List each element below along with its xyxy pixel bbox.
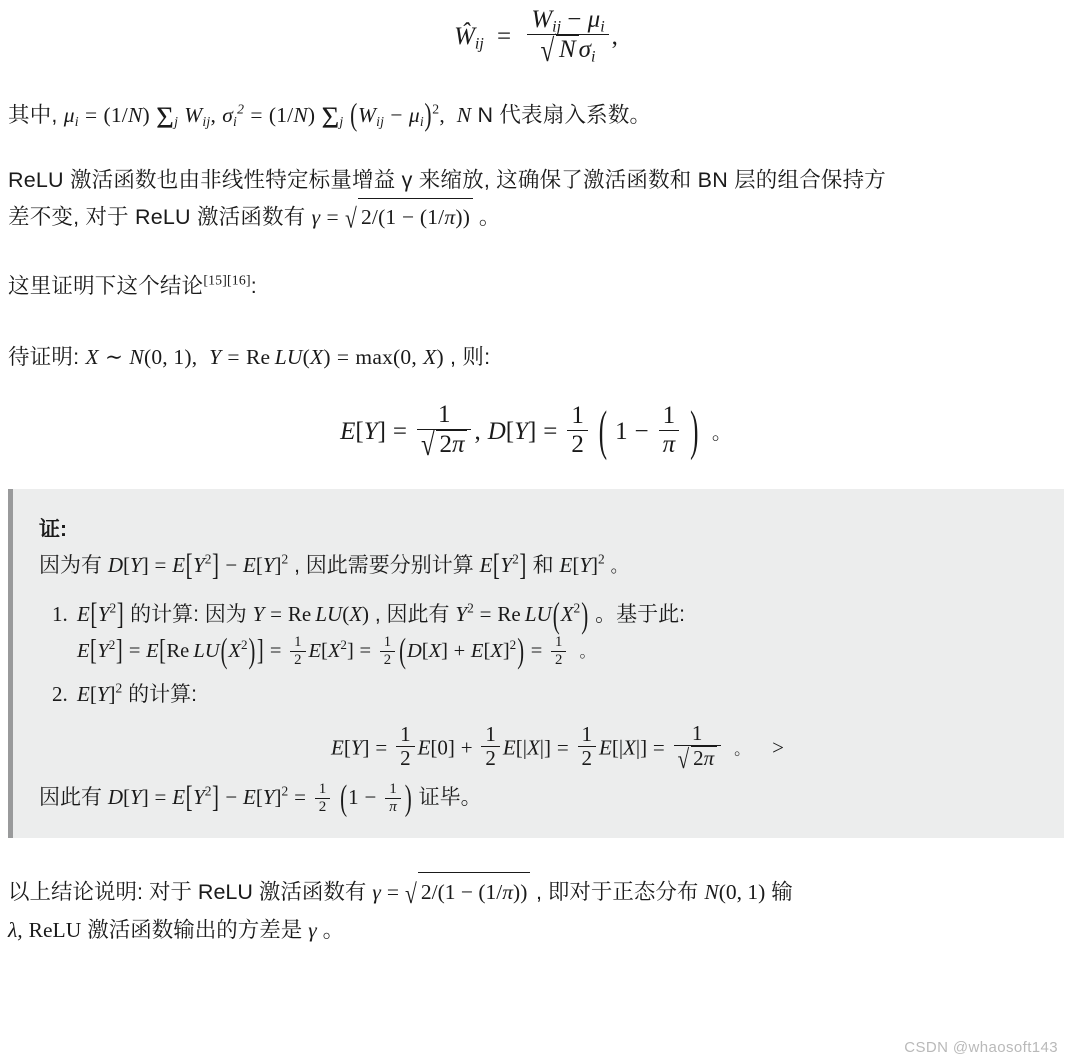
proof-step-2 — [73, 677, 1038, 771]
to-prove-statement: X ∼ N(0, 1), Y = Re LU(X) = max(0, X) — [85, 344, 444, 369]
proof-intro-line — [39, 549, 1038, 583]
proof-intro-end: 。 — [610, 555, 628, 576]
proof-closing-suffix: 证毕。 — [418, 785, 482, 809]
to-prove-suffix: , 则: — [450, 344, 491, 369]
step1-mid: , 因此有 — [374, 602, 450, 626]
paragraph-prove-intro — [8, 269, 1064, 304]
relu-gain-formula: γ = √ 2/(1 − (1/π)) — [312, 205, 479, 229]
step1-equation: $E[Y^2] = E[Re$ $LU(X^2)$] = $\frac{1}{2}$ $E[X^2]$ = $\frac{1}{2}$ $(D[X] + E[X]^2)$ = $\frac{1}{2}$ 。 — [77, 632, 596, 670]
paragraph-to-prove — [8, 340, 1064, 375]
paragraph-relu-gain — [8, 163, 1064, 235]
conclusion-distribution: N(0, 1) — [704, 880, 766, 905]
conclusion-line2 — [8, 912, 1064, 950]
conclusion-line1-mid: , 即对于正态分布 — [535, 880, 699, 905]
document-page — [0, 6, 1072, 1064]
step2-text: 的计算: — [128, 682, 197, 706]
conclusion-relu: ReLU — [28, 917, 82, 942]
paragraph-where-clause — [8, 98, 1064, 133]
relu-gain-line2 — [8, 198, 1064, 235]
to-prove-label: 待证明: — [8, 344, 80, 369]
watermark: CSDN @whaosoft143 — [904, 1039, 1058, 1056]
proof-title: 证: — [39, 517, 67, 541]
conclusion-line1-prefix: 以上结论说明: 对于 ReLU 激活函数有 — [8, 880, 367, 905]
relu-gain-line2-prefix: 差不变, 对于 ReLU 激活函数有 — [8, 205, 306, 230]
proof-closing-line — [39, 777, 1038, 818]
step2-term: $E[Y]^2$ — [77, 680, 123, 706]
step1-term: $E[Y^2]$ — [77, 596, 124, 632]
proof-step-1 — [73, 594, 1038, 670]
equation-weight-standardization: $Ŵ_{ij}$ = $W_{ij} - \mu_i$ √ N $\sigma_i$ , — [8, 6, 1064, 64]
conclusion-line1-suffix: 输 — [771, 880, 793, 905]
conclusion-gamma-formula: γ = √ 2/(1 − (1/π)) — [372, 880, 536, 904]
proof-intro-term1: $E[Y^2]$ — [479, 547, 527, 583]
step1-text: 的计算: 因为 — [130, 602, 247, 626]
conclusion-line2-end: 。 — [322, 917, 345, 942]
proof-intro-prefix: 因为有 — [39, 553, 102, 577]
step2-equation: E[Y] = $\frac{1}{2}$ E[0] + $\frac{1}{2}$ E[|X|] = $\frac{1}{2}$ E[|X|] = 1 √ 2π 。 > — [77, 722, 1038, 771]
relu-gain-line2-suffix: 。 — [478, 205, 501, 230]
step1-end: 。基于此: — [595, 602, 685, 626]
prove-intro-text: 这里证明下这个结论 — [8, 273, 204, 298]
step1-formula2: $Y^2 = Re$ $LU(X^2)$ — [455, 594, 589, 636]
conclusion-lambda: λ, — [8, 917, 23, 942]
where-suffix: N 代表扇入系数。 — [477, 103, 652, 127]
relu-gain-line1: ReLU 激活函数也由非线性特定标量增益 γ 来缩放, 这确保了激活函数和 BN 层的组合保持方 — [8, 168, 887, 193]
where-mu-definition: $\mu_i = (1/N)$ $\Sigma_j$ $W_{ij}$, — [63, 100, 217, 135]
paragraph-conclusion — [8, 872, 1064, 949]
proof-closing-prefix: 因此有 — [39, 785, 102, 809]
citation-15[interactable]: [15] — [203, 272, 228, 288]
citation-16[interactable]: [16] — [227, 272, 251, 288]
equation-expectation-variance: E[Y] = 1 √ 2π , D[Y] = $\frac{1}{2}$ ( 1 − $\frac{1}{\pi}$ ) 。 — [8, 401, 1064, 459]
where-sigma-definition: $\sigma_i^2 = (1/N)$ $\Sigma_j$ $(W_{ij} - \mu_i)^2$, N — [222, 97, 472, 135]
proof-intro-formula: $D[Y] = E[Y^2] - E[Y]^2$ — [107, 547, 289, 583]
conclusion-line1 — [8, 872, 1064, 912]
prove-intro-colon: : — [250, 273, 257, 298]
proof-intro-mid: , 因此需要分别计算 — [294, 553, 474, 577]
step1-formula: Y = Re LU(X) — [252, 601, 370, 626]
proof-steps-list — [39, 594, 1038, 771]
proof-closing-formula: $D[Y] = E[Y^2] - E[Y]^2$ = $\frac{1}{2}$ (1 − $\frac{1}{\pi}$ ) — [107, 777, 412, 818]
conclusion-line2-text: 激活函数输出的方差是 — [87, 917, 303, 942]
proof-intro-and: 和 — [532, 553, 554, 577]
proof-intro-term2: $E[Y]^2$ — [559, 551, 605, 577]
proof-box — [8, 489, 1064, 839]
step2-trailing-symbol: > — [772, 735, 784, 760]
conclusion-gamma: γ — [308, 917, 317, 942]
where-prefix: 其中, — [8, 103, 58, 127]
